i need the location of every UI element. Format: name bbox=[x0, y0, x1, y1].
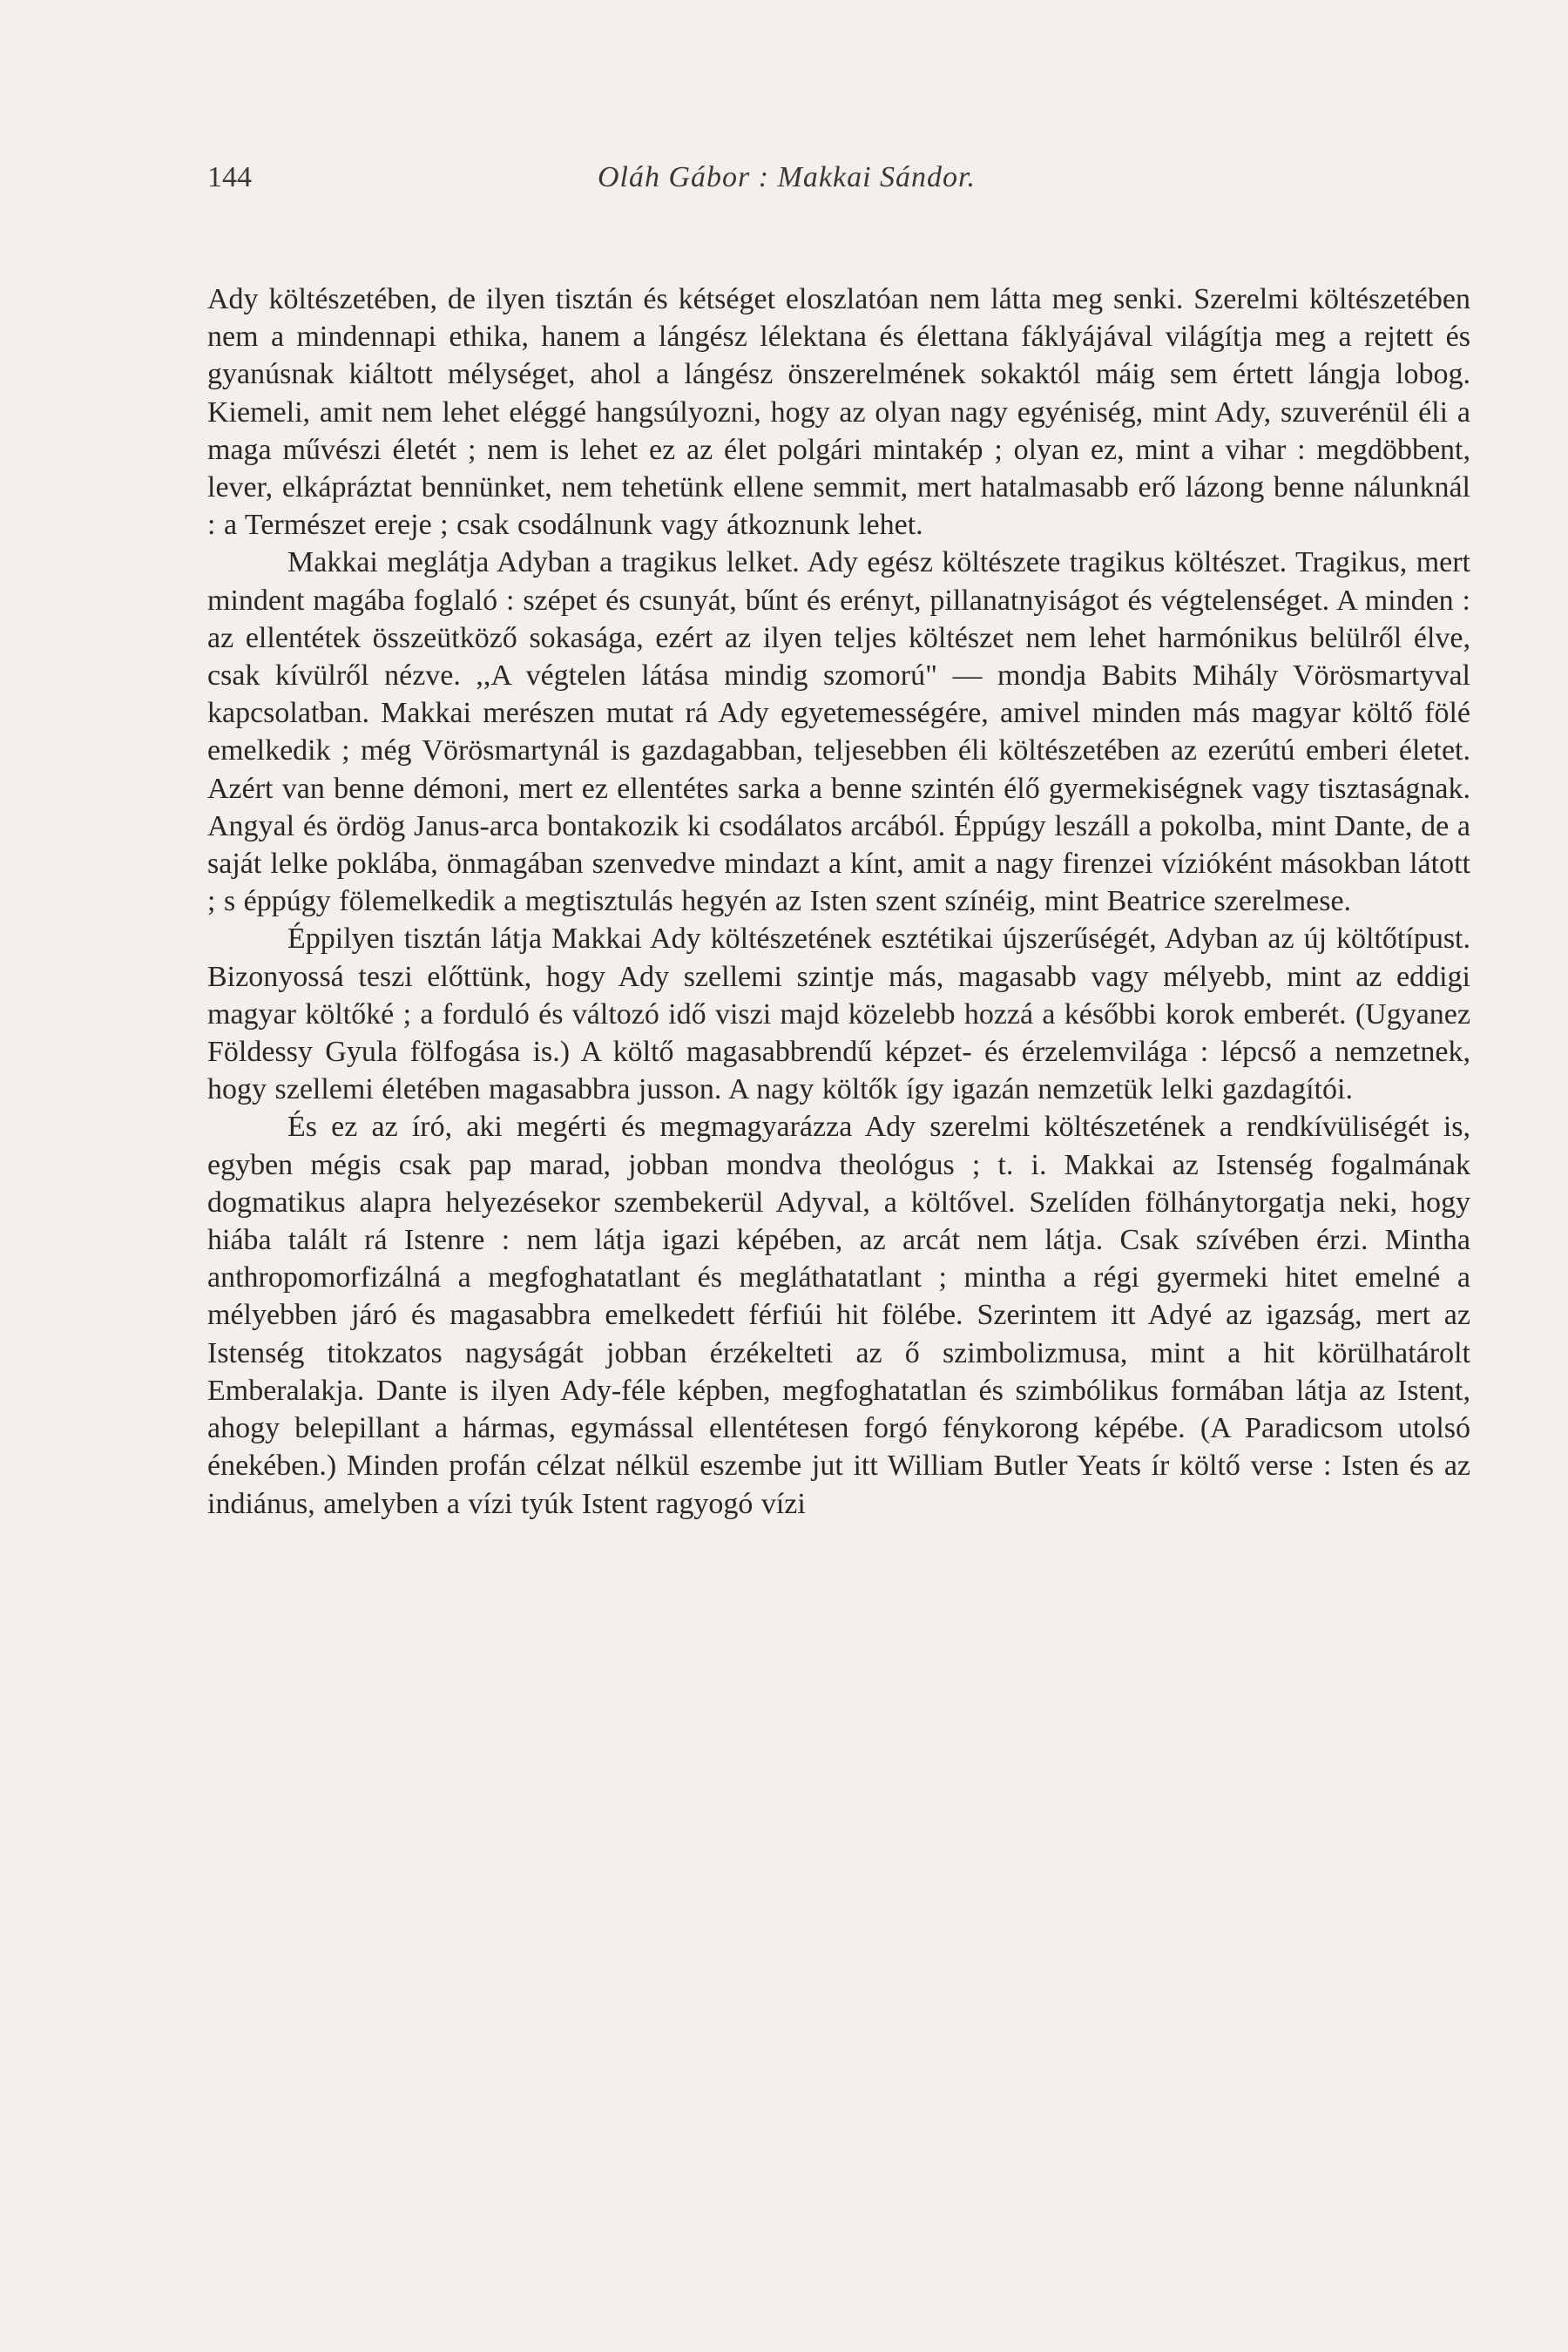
body-text bbox=[207, 280, 1470, 1523]
paragraph-4: És ez az író, aki megérti és megmagyarázza Ady szerelmi költészetének a rendkívüliségét is, egyben mégis csak pap marad, jobban mondva theológus ; t. i. Makkai az Istenség fogalmának dogmatikus alapra helyezésekor szembekerül Adyval, a költővel. Szelíden fölhánytorgatja neki, hogy hiába talált rá Istenre : nem látja igazi képében, az arcát nem látja. Csak szívében érzi. Mintha anthropomorfizálná a megfoghatatlant és megláthatatlant ; mintha a régi gyermeki hitet emelné a mélyebben járó és magasabbra emelkedett férfiúi hit fölébe. Szerintem itt Adyé az igazság, mert az Istenség titokzatos nagyságát jobban érzékelteti az ő szimbolizmusa, mint a hit körülhatárolt Emberalakja. Dante is ilyen Ady-féle képben, megfoghatatlan és szimbólikus formában látja az Istent, ahogy belepillant a hármas, egymással ellentétesen forgó fénykorong képébe. (A Paradicsom utolsó énekében.) Minden profán célzat nélkül eszembe jut itt William Butler Yeats ír költő verse : Isten és az indiánus, amelyben a vízi tyúk Istent ragyogó vízi bbox=[207, 1111, 1470, 1520]
page-number: 144 bbox=[207, 161, 252, 193]
paragraph-1: Ady költészetében, de ilyen tisztán és kétséget eloszlatóan nem látta meg senki. Szerelmi költészetében nem a mindennapi ethika, hanem a lángész lélektana és élettana fáklyájával világítja meg a rejtett és gyanúsnak kiáltott mélységet, ahol a lángész önszerelmének sokaktól máig sem értett lángja lobog. Kiemeli, amit nem lehet eléggé hangsúlyozni, hogy az olyan nagy egyéniség, mint Ady, szuverénül éli a maga művészi életét ; nem is lehet ez az élet polgári mintakép ; olyan ez, mint a vihar : megdöbbent, lever, elkápráztat bennünket, nem tehetünk ellene semmit, mert hatalmasabb erő lázong benne nálunknál : a Természet ereje ; csak csodálnunk vagy átkoznunk lehet. bbox=[207, 283, 1470, 542]
running-head: Oláh Gábor : Makkai Sándor. bbox=[598, 161, 977, 193]
paragraph-3: Éppilyen tisztán látja Makkai Ady költészetének esztétikai újszerűségét, Adyban az új költőtípust. Bizonyossá teszi előttünk, hogy Ady szellemi szintje más, magasabb vagy mélyebb, mint az eddigi magyar költőké ; a forduló és változó idő viszi majd közelebb hozzá a későbbi korok emberét. (Ugyanez Földessy Gyula fölfogása is.) A költő magasabbrendű képzet- és érzelemvilága : lépcső a nemzetnek, hogy szellemi életében magasabbra jusson. A nagy költők így igazán nemzetük lelki gazdagítói. bbox=[207, 923, 1470, 1106]
paragraph-2: Makkai meglátja Adyban a tragikus lelket. Ady egész költészete tragikus költészet. Tragikus, mert mindent magába foglaló : szépet és csunyát, bűnt és erényt, pillanatnyiságot és végtelenséget. A minden : az ellentétek összeütköző sokasága, ezért az ilyen teljes költészet nem lehet harmónikus belülről élve, csak kívülről nézve. ,,A végtelen látása mindig szomorú" — mondja Babits Mihály Vörösmartyval kapcsolatban. Makkai merészen mutat rá Ady egyetemességére, amivel minden más magyar költő fölé emelkedik ; még Vörösmartynál is gazdagabban, teljesebben éli költészetében az ezerútú emberi életet. Azért van benne démoni, mert ez ellentétes sarka a benne szintén élő gyermekiségnek vagy tisztaságnak. Angyal és ördög Janus-arca bontakozik ki csodálatos arcából. Éppúgy leszáll a pokolba, mint Dante, de a saját lelke poklába, önmagában szenvedve mindazt a kínt, amit a nagy firenzei vízióként másokban látott ; s éppúgy fölemelkedik a megtisztulás hegyén az Isten szent színéig, mint Beatrice szerelmese. bbox=[207, 546, 1470, 918]
page-header bbox=[207, 161, 1470, 196]
